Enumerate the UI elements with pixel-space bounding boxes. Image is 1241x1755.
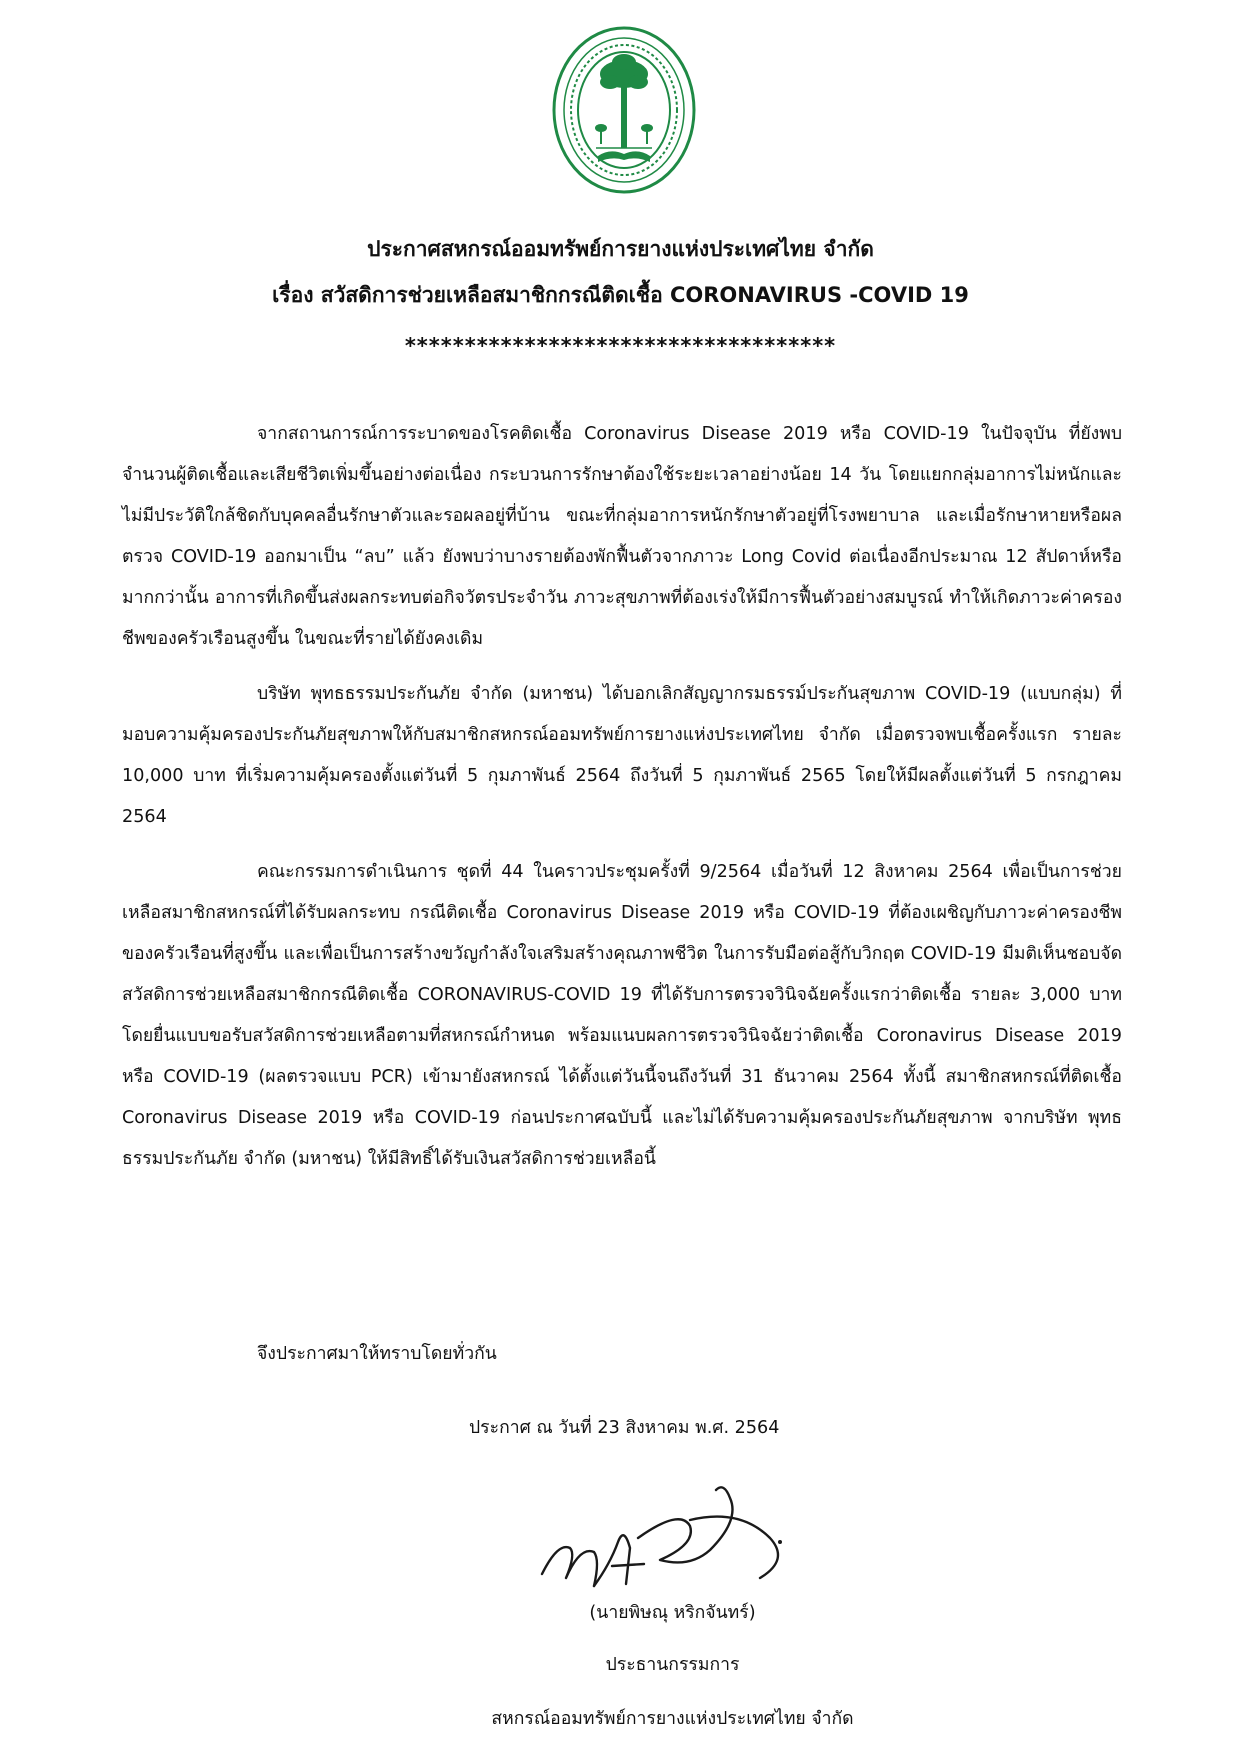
signer-position: ประธานกรรมการ	[605, 1655, 740, 1675]
signer-name: (นายพิษณุ หริกจันทร์)	[589, 1603, 756, 1623]
signature-graphic	[540, 1468, 800, 1608]
seal-logo	[550, 24, 698, 196]
announcement-body	[122, 414, 1122, 1194]
signature	[540, 1468, 800, 1608]
closing-line: จึงประกาศมาให้ทราบโดยทั่วกัน	[257, 1344, 497, 1364]
title-line-1: ประกาศสหกรณ์ออมทรัพย์การยางแห่งประเทศไทย จำกัด	[367, 237, 874, 261]
seal-logo-graphic	[550, 24, 698, 196]
announcement-date: ประกาศ ณ วันที่ 23 สิงหาคม พ.ศ. 2564	[469, 1418, 780, 1438]
announcement-title	[0, 226, 1241, 318]
paragraph-3: คณะกรรมการดำเนินการ ชุดที่ 44 ในคราวประชุมครั้งที่ 9/2564 เมื่อวันที่ 12 สิงหาคม 2564 เพื่อเป็นการช่วยเหลือสมาชิกสหกรณ์ที่ได้รับผลกระทบ กรณีติดเชื้อ Coronavirus Disease 2019 หรือ COVID-19 ที่ต้องเผชิญกับภาวะค่าครองชีพของครัวเรือนที่สูงขึ้น และเพื่อเป็นการสร้างขวัญกำลังใจเสริมสร้างคุณภาพชีวิต ในการรับมือต่อสู้กับวิกฤต COVID-19 มีมติเห็นชอบจัดสวัสดิการช่วยเหลือสมาชิกกรณีติดเชื้อ CORONAVIRUS-COVID 19 ที่ได้รับการตรวจวินิจฉัยครั้งแรกว่าติดเชื้อ รายละ 3,000 บาท โดยยื่นแบบขอรับสวัสดิการช่วยเหลือตามที่สหกรณ์กำหนด พร้อมแนบผลการตรวจวินิจฉัยว่าติดเชื้อ Coronavirus Disease 2019 หรือ COVID-19 (ผลตรวจแบบ PCR) เข้ามายังสหกรณ์ ได้ตั้งแต่วันนี้จนถึงวันที่ 31 ธันวาคม 2564 ทั้งนี้ สมาชิกสหกรณ์ที่ติดเชื้อ Coronavirus Disease 2019 หรือ COVID-19 ก่อนประกาศฉบับนี้ และไม่ได้รับความคุ้มครองประกันภัยสุขภาพ จากบริษัท พุทธธรรมประกันภัย จำกัด (มหาชน) ให้มีสิทธิ์ได้รับเงินสวัสดิการช่วยเหลือนี้	[122, 862, 1122, 1169]
signer-organization: สหกรณ์ออมทรัพย์การยางแห่งประเทศไทย จำกัด	[491, 1709, 854, 1729]
paragraph-2: บริษัท พุทธธรรมประกันภัย จำกัด (มหาชน) ได้บอกเลิกสัญญากรมธรรม์ประกันสุขภาพ COVID-19 (แบบกลุ่ม) ที่มอบความคุ้มครองประกันภัยสุขภาพให้กับสมาชิกสหกรณ์ออมทรัพย์การยางแห่งประเทศไทย จำกัด เมื่อตรวจพบเชื้อครั้งแรก รายละ 10,000 บาท ที่เริ่มความคุ้มครองตั้งแต่วันที่ 5 กุมภาพันธ์ 2564 ถึงวันที่ 5 กุมภาพันธ์ 2565 โดยให้มีผลตั้งแต่วันที่ 5 กรกฎาคม 2564	[122, 684, 1122, 827]
title-line-2: เรื่อง สวัสดิการช่วยเหลือสมาชิกกรณีติดเชื้อ CORONAVIRUS -COVID 19	[272, 283, 969, 307]
separator: ************************************	[404, 334, 837, 358]
paragraph-1: จากสถานการณ์การระบาดของโรคติดเชื้อ Coronavirus Disease 2019 หรือ COVID-19 ในปัจจุบัน ที่ยังพบจำนวนผู้ติดเชื้อและเสียชีวิตเพิ่มขึ้นอย่างต่อเนื่อง กระบวนการรักษาต้องใช้ระยะเวลาอย่างน้อย 14 วัน โดยแยกกลุ่มอาการไม่หนักและไม่มีประวัติใกล้ชิดกับบุคคลอื่นรักษาตัวและรอผลอยู่ที่บ้าน ขณะที่กลุ่มอาการหนักรักษาตัวอยู่ที่โรงพยาบาล และเมื่อรักษาหายหรือผลตรวจ COVID-19 ออกมาเป็น “ลบ” แล้ว ยังพบว่าบางรายต้องพักฟื้นตัวจากภาวะ Long Covid ต่อเนื่องอีกประมาณ 12 สัปดาห์หรือมากกว่านั้น อาการที่เกิดขึ้นส่งผลกระทบต่อกิจวัตรประจำวัน ภาวะสุขภาพที่ต้องเร่งให้มีการฟื้นตัวอย่างสมบูรณ์ ทำให้เกิดภาวะค่าครองชีพของครัวเรือนสูงขึ้น ในขณะที่รายได้ยังคงเดิม	[122, 424, 1122, 649]
